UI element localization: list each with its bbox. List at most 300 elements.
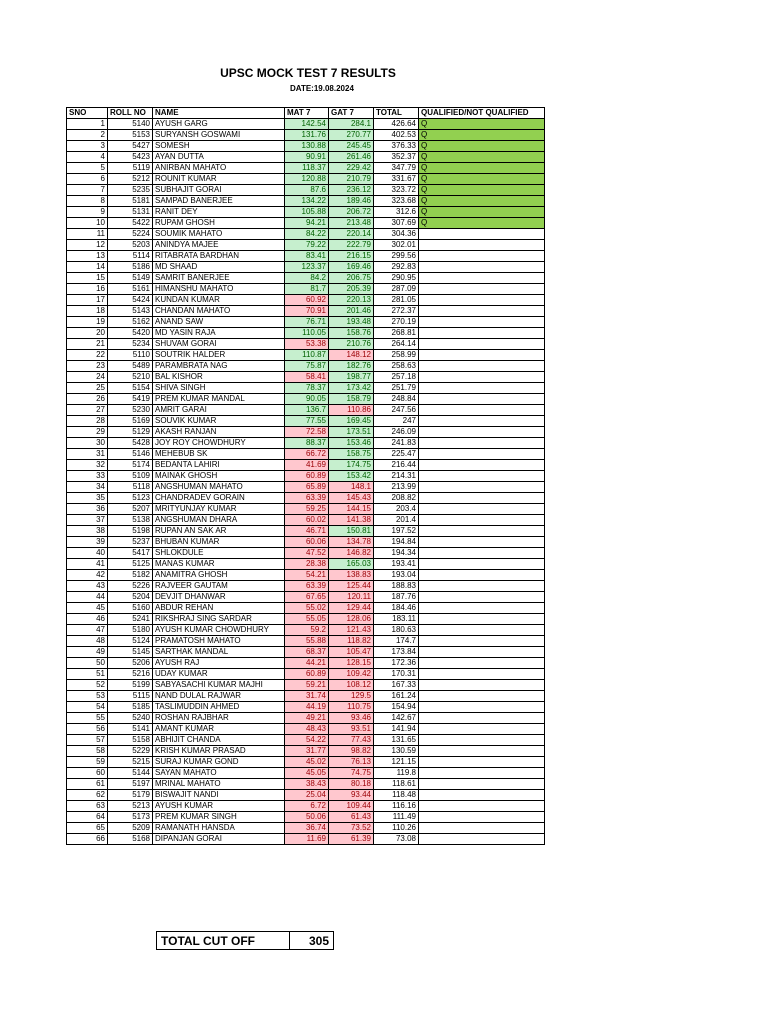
cell-gat: 222.79	[329, 240, 374, 251]
cell-sno: 38	[67, 526, 108, 537]
cell-gat: 120.11	[329, 592, 374, 603]
cell-gat: 77.43	[329, 735, 374, 746]
cell-total: 292.83	[374, 262, 419, 273]
cell-status	[419, 702, 545, 713]
cell-total: 246.09	[374, 427, 419, 438]
cell-roll-no: 5124	[108, 636, 153, 647]
cell-status	[419, 405, 545, 416]
cell-sno: 36	[67, 504, 108, 515]
cell-total: 131.65	[374, 735, 419, 746]
cell-sno: 5	[67, 163, 108, 174]
table-header-row	[67, 108, 545, 119]
table-row	[67, 284, 545, 295]
cell-status	[419, 273, 545, 284]
cell-name: AYUSH KUMAR	[153, 801, 285, 812]
cell-roll-no: 5235	[108, 185, 153, 196]
cell-name: SAMRIT BANERJEE	[153, 273, 285, 284]
cell-roll-no: 5204	[108, 592, 153, 603]
cell-status: Q	[419, 196, 545, 207]
cell-total: 193.41	[374, 559, 419, 570]
cell-mat: 90.91	[285, 152, 329, 163]
table-row	[67, 581, 545, 592]
cell-mat: 84.2	[285, 273, 329, 284]
cell-name: MANAS KUMAR	[153, 559, 285, 570]
cell-sno: 1	[67, 119, 108, 130]
cell-roll-no: 5109	[108, 471, 153, 482]
cell-gat: 158.75	[329, 449, 374, 460]
cell-gat: 216.15	[329, 251, 374, 262]
cell-mat: 50.06	[285, 812, 329, 823]
cell-gat: 165.03	[329, 559, 374, 570]
cell-roll-no: 5241	[108, 614, 153, 625]
cell-total: 208.82	[374, 493, 419, 504]
cell-sno: 56	[67, 724, 108, 735]
result-date: DATE:19.08.2024	[290, 84, 354, 93]
cell-name: RAJVEER GAUTAM	[153, 581, 285, 592]
cell-total: 193.04	[374, 570, 419, 581]
cell-roll-no: 5181	[108, 196, 153, 207]
cell-gat: 158.76	[329, 328, 374, 339]
cell-total: 154.94	[374, 702, 419, 713]
cell-total: 402.53	[374, 130, 419, 141]
cell-name: ANIRBAN MAHATO	[153, 163, 285, 174]
cell-name: CHANDRADEV GORAIN	[153, 493, 285, 504]
cell-mat: 44.21	[285, 658, 329, 669]
table-row	[67, 680, 545, 691]
cell-status	[419, 317, 545, 328]
cell-roll-no: 5210	[108, 372, 153, 383]
cell-total: 111.49	[374, 812, 419, 823]
cell-sno: 20	[67, 328, 108, 339]
table-row	[67, 801, 545, 812]
cell-sno: 21	[67, 339, 108, 350]
table-row	[67, 383, 545, 394]
cell-sno: 61	[67, 779, 108, 790]
cell-name: BISWAJIT NANDI	[153, 790, 285, 801]
cell-sno: 15	[67, 273, 108, 284]
table-row	[67, 405, 545, 416]
cell-name: SHLOKDULE	[153, 548, 285, 559]
cell-sno: 40	[67, 548, 108, 559]
cell-status: Q	[419, 207, 545, 218]
cell-status	[419, 394, 545, 405]
table-row	[67, 779, 545, 790]
cell-name: AKASH RANJAN	[153, 427, 285, 438]
cell-gat: 128.15	[329, 658, 374, 669]
cell-name: KRISH KUMAR PRASAD	[153, 746, 285, 757]
cell-total: 172.36	[374, 658, 419, 669]
cell-total: 197.52	[374, 526, 419, 537]
cell-sno: 55	[67, 713, 108, 724]
cell-mat: 44.19	[285, 702, 329, 713]
cell-sno: 12	[67, 240, 108, 251]
cell-total: 187.76	[374, 592, 419, 603]
cell-total: 331.67	[374, 174, 419, 185]
cell-sno: 45	[67, 603, 108, 614]
cell-mat: 55.05	[285, 614, 329, 625]
cell-status: Q	[419, 119, 545, 130]
cell-gat: 98.82	[329, 746, 374, 757]
cell-gat: 128.06	[329, 614, 374, 625]
cell-sno: 60	[67, 768, 108, 779]
cell-mat: 36.74	[285, 823, 329, 834]
cell-roll-no: 5230	[108, 405, 153, 416]
cell-mat: 70.91	[285, 306, 329, 317]
table-row	[67, 834, 545, 845]
cell-total: 225.47	[374, 449, 419, 460]
cell-roll-no: 5199	[108, 680, 153, 691]
cell-roll-no: 5186	[108, 262, 153, 273]
cell-total: 241.83	[374, 438, 419, 449]
cell-sno: 35	[67, 493, 108, 504]
cell-status	[419, 427, 545, 438]
cell-roll-no: 5209	[108, 823, 153, 834]
cell-sno: 42	[67, 570, 108, 581]
cell-roll-no: 5240	[108, 713, 153, 724]
cell-mat: 66.72	[285, 449, 329, 460]
cell-gat: 61.39	[329, 834, 374, 845]
cell-roll-no: 5212	[108, 174, 153, 185]
cell-total: 201.4	[374, 515, 419, 526]
header-roll-no: ROLL NO	[108, 108, 153, 119]
cell-status	[419, 559, 545, 570]
cell-status: Q	[419, 174, 545, 185]
cell-gat: 210.76	[329, 339, 374, 350]
cell-name: MD YASIN RAJA	[153, 328, 285, 339]
cell-name: ANINDYA MAJEE	[153, 240, 285, 251]
cell-status	[419, 328, 545, 339]
cell-status	[419, 460, 545, 471]
cell-name: RITABRATA BARDHAN	[153, 251, 285, 262]
cell-roll-no: 5119	[108, 163, 153, 174]
cell-total: 194.34	[374, 548, 419, 559]
cell-name: NAND DULAL RAJWAR	[153, 691, 285, 702]
cell-sno: 41	[67, 559, 108, 570]
table-row	[67, 339, 545, 350]
cell-status	[419, 603, 545, 614]
cell-mat: 38.43	[285, 779, 329, 790]
cell-mat: 60.06	[285, 537, 329, 548]
table-row	[67, 152, 545, 163]
cell-total: 183.11	[374, 614, 419, 625]
cell-roll-no: 5423	[108, 152, 153, 163]
table-row	[67, 262, 545, 273]
cell-roll-no: 5144	[108, 768, 153, 779]
cell-name: RAMANATH HANSDA	[153, 823, 285, 834]
cell-mat: 58.41	[285, 372, 329, 383]
cell-gat: 93.51	[329, 724, 374, 735]
table-row	[67, 460, 545, 471]
cell-name: ROUNIT KUMAR	[153, 174, 285, 185]
cell-roll-no: 5420	[108, 328, 153, 339]
cell-total: 119.8	[374, 768, 419, 779]
cell-gat: 109.42	[329, 669, 374, 680]
header-sno: SNO	[67, 108, 108, 119]
cell-gat: 236.12	[329, 185, 374, 196]
cell-roll-no: 5197	[108, 779, 153, 790]
cell-gat: 198.77	[329, 372, 374, 383]
cell-roll-no: 5146	[108, 449, 153, 460]
table-row	[67, 372, 545, 383]
cell-gat: 210.79	[329, 174, 374, 185]
cell-gat: 153.46	[329, 438, 374, 449]
cell-name: ABHIJIT CHANDA	[153, 735, 285, 746]
cell-sno: 32	[67, 460, 108, 471]
cell-status	[419, 658, 545, 669]
cell-status	[419, 779, 545, 790]
cell-mat: 75.87	[285, 361, 329, 372]
cell-mat: 131.76	[285, 130, 329, 141]
cell-total: 287.09	[374, 284, 419, 295]
cell-gat: 173.51	[329, 427, 374, 438]
cell-gat: 148.1	[329, 482, 374, 493]
cell-sno: 39	[67, 537, 108, 548]
cell-status	[419, 592, 545, 603]
cell-roll-no: 5237	[108, 537, 153, 548]
cell-name: ANGSHUMAN MAHATO	[153, 482, 285, 493]
cell-status	[419, 416, 545, 427]
cell-mat: 59.21	[285, 680, 329, 691]
cell-total: 347.79	[374, 163, 419, 174]
cell-sno: 24	[67, 372, 108, 383]
cell-status	[419, 823, 545, 834]
cell-roll-no: 5182	[108, 570, 153, 581]
cell-name: MRITYUNJAY KUMAR	[153, 504, 285, 515]
cell-gat: 144.15	[329, 504, 374, 515]
cell-total: 258.99	[374, 350, 419, 361]
cell-gat: 108.12	[329, 680, 374, 691]
table-row	[67, 438, 545, 449]
cell-sno: 50	[67, 658, 108, 669]
cell-roll-no: 5110	[108, 350, 153, 361]
cell-mat: 59.25	[285, 504, 329, 515]
cell-name: MEHEBUB SK	[153, 449, 285, 460]
cell-gat: 141.38	[329, 515, 374, 526]
cell-roll-no: 5125	[108, 559, 153, 570]
cell-mat: 31.74	[285, 691, 329, 702]
cell-status	[419, 438, 545, 449]
cell-name: SURYANSH GOSWAMI	[153, 130, 285, 141]
cell-gat: 138.83	[329, 570, 374, 581]
cell-mat: 47.52	[285, 548, 329, 559]
table-row	[67, 504, 545, 515]
table-row	[67, 449, 545, 460]
cell-status	[419, 262, 545, 273]
table-row	[67, 185, 545, 196]
cell-mat: 142.54	[285, 119, 329, 130]
table-row	[67, 658, 545, 669]
cell-gat: 146.82	[329, 548, 374, 559]
cell-status	[419, 812, 545, 823]
cell-name: TASLIMUDDIN AHMED	[153, 702, 285, 713]
cell-mat: 31.77	[285, 746, 329, 757]
cell-sno: 14	[67, 262, 108, 273]
cell-roll-no: 5185	[108, 702, 153, 713]
cell-sno: 52	[67, 680, 108, 691]
cell-sno: 43	[67, 581, 108, 592]
cell-sno: 4	[67, 152, 108, 163]
cell-roll-no: 5114	[108, 251, 153, 262]
cell-mat: 87.6	[285, 185, 329, 196]
table-row	[67, 493, 545, 504]
cell-sno: 65	[67, 823, 108, 834]
cell-status	[419, 647, 545, 658]
cell-sno: 23	[67, 361, 108, 372]
cell-mat: 130.88	[285, 141, 329, 152]
cell-sno: 33	[67, 471, 108, 482]
cell-name: SOUMIK MAHATO	[153, 229, 285, 240]
cell-sno: 64	[67, 812, 108, 823]
cell-mat: 83.41	[285, 251, 329, 262]
cell-mat: 63.39	[285, 581, 329, 592]
table-row	[67, 757, 545, 768]
header-status: QUALIFIED/NOT QUALIFIED	[419, 108, 545, 119]
cell-gat: 245.45	[329, 141, 374, 152]
cell-mat: 67.65	[285, 592, 329, 603]
cell-mat: 105.88	[285, 207, 329, 218]
cell-gat: 148.12	[329, 350, 374, 361]
cell-name: BEDANTA LAHIRI	[153, 460, 285, 471]
cell-status	[419, 482, 545, 493]
cell-roll-no: 5145	[108, 647, 153, 658]
cell-status	[419, 614, 545, 625]
cell-sno: 31	[67, 449, 108, 460]
cell-sno: 18	[67, 306, 108, 317]
header-name: NAME	[153, 108, 285, 119]
cell-roll-no: 5153	[108, 130, 153, 141]
cell-gat: 169.46	[329, 262, 374, 273]
cell-gat: 284.1	[329, 119, 374, 130]
cell-gat: 80.18	[329, 779, 374, 790]
table-row	[67, 273, 545, 284]
cell-total: 272.37	[374, 306, 419, 317]
cell-gat: 220.14	[329, 229, 374, 240]
cell-status	[419, 801, 545, 812]
cell-status	[419, 746, 545, 757]
table-row	[67, 119, 545, 130]
cell-name: PRAMATOSH MAHATO	[153, 636, 285, 647]
cell-name: SAMPAD BANERJEE	[153, 196, 285, 207]
header-total: TOTAL	[374, 108, 419, 119]
cell-gat: 193.48	[329, 317, 374, 328]
cell-mat: 11.69	[285, 834, 329, 845]
table-row	[67, 669, 545, 680]
table-row	[67, 559, 545, 570]
cell-sno: 7	[67, 185, 108, 196]
table-row	[67, 207, 545, 218]
cell-total: 174.7	[374, 636, 419, 647]
cell-roll-no: 5428	[108, 438, 153, 449]
cell-gat: 173.42	[329, 383, 374, 394]
cell-total: 141.94	[374, 724, 419, 735]
cell-sno: 49	[67, 647, 108, 658]
cell-name: RANIT DEY	[153, 207, 285, 218]
cell-gat: 220.13	[329, 295, 374, 306]
cell-mat: 76.71	[285, 317, 329, 328]
cell-roll-no: 5229	[108, 746, 153, 757]
cutoff-box	[156, 931, 334, 950]
cell-mat: 49.21	[285, 713, 329, 724]
cell-roll-no: 5129	[108, 427, 153, 438]
table-row	[67, 251, 545, 262]
cell-status	[419, 680, 545, 691]
cell-mat: 65.89	[285, 482, 329, 493]
cell-name: ABDUR REHAN	[153, 603, 285, 614]
table-row	[67, 471, 545, 482]
cell-sno: 8	[67, 196, 108, 207]
cell-roll-no: 5489	[108, 361, 153, 372]
cell-mat: 60.02	[285, 515, 329, 526]
cell-gat: 93.44	[329, 790, 374, 801]
cell-roll-no: 5173	[108, 812, 153, 823]
cell-mat: 77.55	[285, 416, 329, 427]
cell-roll-no: 5168	[108, 834, 153, 845]
cell-mat: 120.88	[285, 174, 329, 185]
cell-gat: 206.72	[329, 207, 374, 218]
cell-gat: 93.46	[329, 713, 374, 724]
cell-mat: 53.38	[285, 339, 329, 350]
cell-name: AYAN DUTTA	[153, 152, 285, 163]
table-row	[67, 328, 545, 339]
table-row	[67, 636, 545, 647]
cell-mat: 55.02	[285, 603, 329, 614]
cell-mat: 54.22	[285, 735, 329, 746]
cell-roll-no: 5138	[108, 515, 153, 526]
cell-mat: 90.05	[285, 394, 329, 405]
cell-sno: 22	[67, 350, 108, 361]
cell-total: 180.63	[374, 625, 419, 636]
cell-roll-no: 5224	[108, 229, 153, 240]
cell-mat: 28.38	[285, 559, 329, 570]
cell-gat: 129.44	[329, 603, 374, 614]
cell-name: SHIVA SINGH	[153, 383, 285, 394]
cell-sno: 27	[67, 405, 108, 416]
cell-name: CHANDAN MAHATO	[153, 306, 285, 317]
cell-mat: 110.05	[285, 328, 329, 339]
cell-roll-no: 5140	[108, 119, 153, 130]
cell-name: BHUBAN KUMAR	[153, 537, 285, 548]
cell-mat: 134.22	[285, 196, 329, 207]
cell-sno: 62	[67, 790, 108, 801]
cell-sno: 30	[67, 438, 108, 449]
cell-name: RIKSHRAJ SING SARDAR	[153, 614, 285, 625]
cell-mat: 60.89	[285, 669, 329, 680]
cell-sno: 51	[67, 669, 108, 680]
cell-gat: 182.76	[329, 361, 374, 372]
cell-mat: 46.71	[285, 526, 329, 537]
cell-sno: 28	[67, 416, 108, 427]
cell-sno: 3	[67, 141, 108, 152]
cell-gat: 110.86	[329, 405, 374, 416]
cell-roll-no: 5160	[108, 603, 153, 614]
table-row	[67, 702, 545, 713]
cell-name: AYUSH KUMAR CHOWDHURY	[153, 625, 285, 636]
table-body	[67, 119, 545, 845]
cell-mat: 84.22	[285, 229, 329, 240]
cell-total: 214.31	[374, 471, 419, 482]
table-row	[67, 724, 545, 735]
cell-sno: 26	[67, 394, 108, 405]
table-row	[67, 823, 545, 834]
cell-total: 173.84	[374, 647, 419, 658]
cell-mat: 94.21	[285, 218, 329, 229]
cell-gat: 129.5	[329, 691, 374, 702]
cell-total: 118.61	[374, 779, 419, 790]
cell-mat: 6.72	[285, 801, 329, 812]
cell-status	[419, 757, 545, 768]
cell-gat: 158.79	[329, 394, 374, 405]
cell-sno: 47	[67, 625, 108, 636]
